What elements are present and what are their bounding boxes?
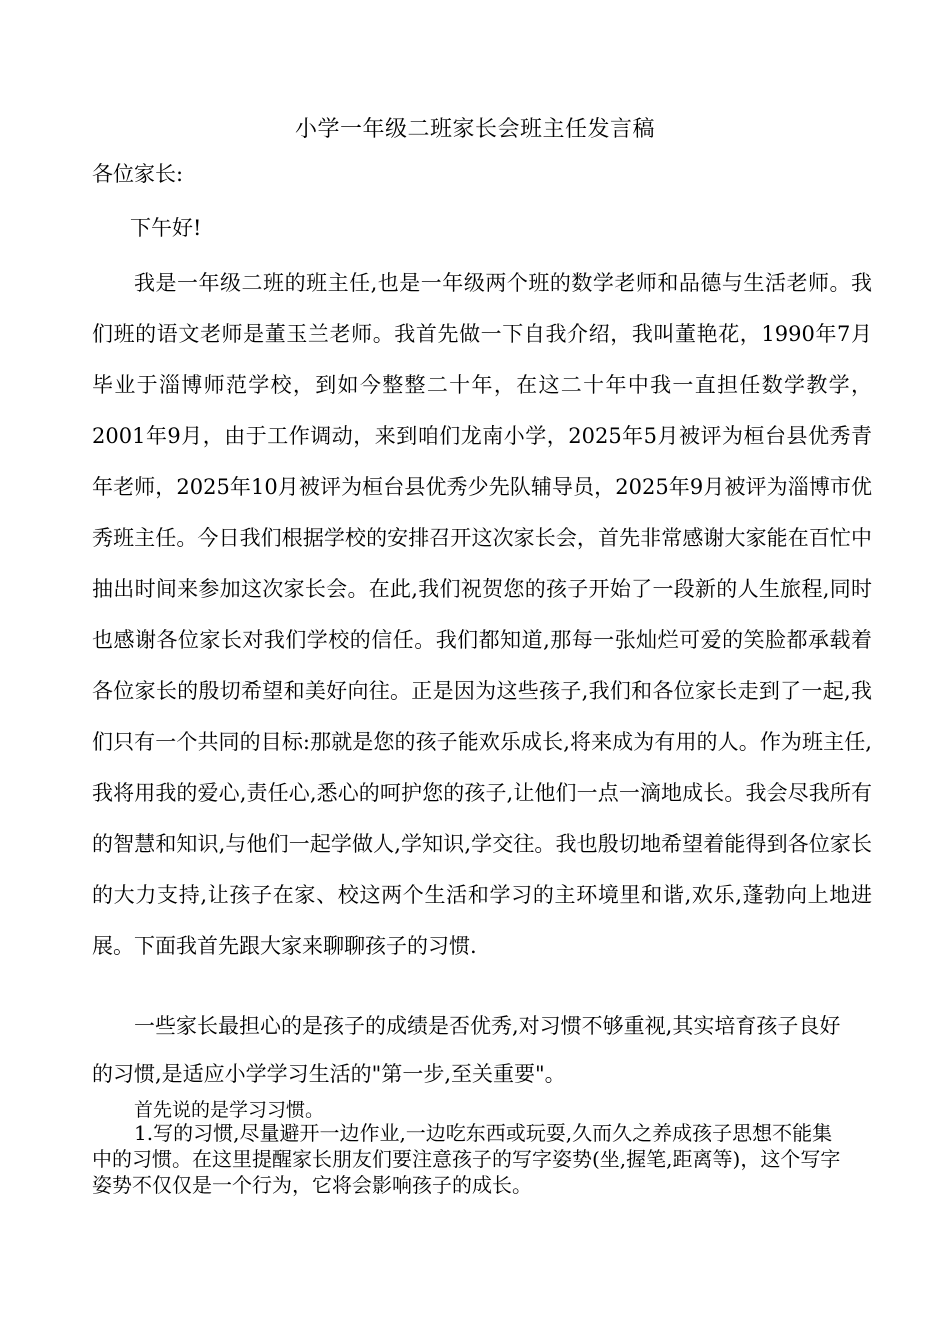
- paragraph-item-1: 1.写的习惯,尽量避开一边作业,一边吃东西或玩耍,久而久之养成孩子思想不能集中的习惯。在这里提醒家长朋友们要注意孩子的写字姿势(坐,握笔,距离等)，这个写字姿势不仅仅是一个行为，它将会影响孩子的成长。: [92, 1121, 841, 1197]
- greeting: 下午好!: [130, 216, 202, 240]
- paragraph-study-title: 首先说的是学习习惯。: [134, 1099, 325, 1121]
- paragraph-habit: 一些家长最担心的是孩子的成绩是否优秀,对习惯不够重视,其实培育孩子良好的习惯,是适应小学学习生活的"第一步,至关重要"。: [92, 1014, 841, 1086]
- salutation: 各位家长:: [92, 162, 184, 186]
- document-title: 小学一年级二班家长会班主任发言稿: [294, 117, 655, 142]
- paragraph-intro: 我是一年级二班的班主任,也是一年级两个班的数学老师和品德与生活老师。我们班的语文老师是董玉兰老师。我首先做一下自我介绍，我叫董艳花，1990年7月毕业于淄博师范学校，到如今整整二十年，在这二十年中我一直担任数学教学，2001年9月，由于工作调动，来到咱们龙南小学，2025年5月被评为桓台县优秀青年老师，2025年10月被评为桓台县优秀少先队辅导员，2025年9月被评为淄博市优秀班主任。今日我们根据学校的安排召开这次家长会，首先非常感谢大家能在百忙中抽出时间来参加这次家长会。在此,我们祝贺您的孩子开始了一段新的人生旅程,同时也感谢各位家长对我们学校的信任。我们都知道,那每一张灿烂可爱的笑脸都承载着各位家长的殷切希望和美好向往。正是因为这些孩子,我们和各位家长走到了一起,我们只有一个共同的目标:那就是您的孩子能欢乐成长,将来成为有用的人。作为班主任,我将用我的爱心,责任心,悉心的呵护您的孩子,让他们一点一滴地成长。我会尽我所有的智慧和知识,与他们一起学做人,学知识,学交往。我也殷切地希望着能得到各位家长的大力支持,让孩子在家、校这两个生活和学习的主环境里和谐,欢乐,蓬勃向上地进展。下面我首先跟大家来聊聊孩子的习惯.: [92, 271, 872, 958]
